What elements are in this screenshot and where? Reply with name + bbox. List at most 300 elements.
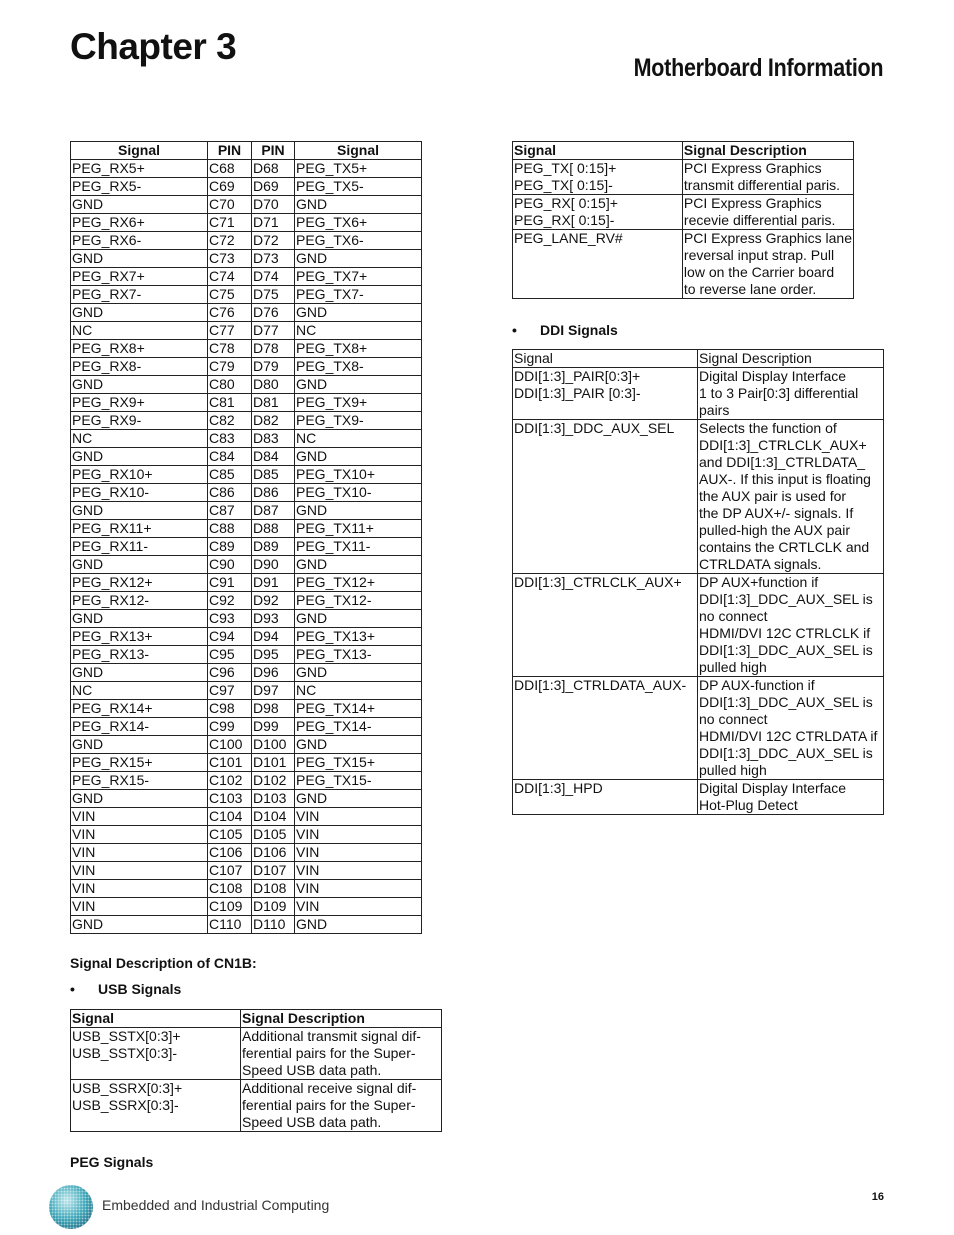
table-row xyxy=(71,304,422,322)
signal-cell: PEG_TX12+ xyxy=(295,574,422,592)
description-line: to reverse lane order. xyxy=(683,281,817,297)
signal-cell: PEG_TX6+ xyxy=(295,214,422,232)
signal-cell: PEG_RX8+ xyxy=(71,340,208,358)
signal-cell: GND xyxy=(71,304,208,322)
pin-cell: D100 xyxy=(252,736,295,754)
pin-cell: D105 xyxy=(252,826,295,844)
description-line: DDI[1:3]_DDC_AUX_SEL is xyxy=(699,642,873,658)
table-row xyxy=(71,880,422,898)
description-line: Speed USB data path. xyxy=(242,1062,382,1078)
signal-cell: PEG_TX10- xyxy=(295,484,422,502)
signal-cell: GND xyxy=(71,790,208,808)
pin-cell: D93 xyxy=(252,610,295,628)
table-row xyxy=(71,862,422,880)
table-row xyxy=(71,160,422,178)
description-line: reversal input strap. Pull xyxy=(683,247,835,263)
column-header: Signal xyxy=(295,142,422,160)
signal-cell: VIN xyxy=(295,808,422,826)
signal-cell: GND xyxy=(71,916,208,934)
signal-cell: PEG_RX15+ xyxy=(71,754,208,772)
description-line: Speed USB data path. xyxy=(242,1114,382,1130)
signal-cell: GND xyxy=(71,610,208,628)
pin-cell: D107 xyxy=(252,862,295,880)
signal-cell xyxy=(513,368,698,420)
signal-cell: VIN xyxy=(295,880,422,898)
table-row xyxy=(71,826,422,844)
pin-cell: D75 xyxy=(252,286,295,304)
description-line: pairs xyxy=(699,402,730,418)
pin-cell: D110 xyxy=(252,916,295,934)
description-line: the AUX pair is used for xyxy=(699,488,847,504)
pin-cell: D69 xyxy=(252,178,295,196)
signal-cell: PEG_TX9- xyxy=(295,412,422,430)
table-row xyxy=(71,664,422,682)
signal-cell: PEG_RX9- xyxy=(71,412,208,430)
description-cell xyxy=(698,420,884,574)
pin-cell: D80 xyxy=(252,376,295,394)
table-row xyxy=(71,520,422,538)
signal-cell: PEG_RX14- xyxy=(71,718,208,736)
table-row xyxy=(71,502,422,520)
pin-cell: C83 xyxy=(208,430,252,448)
pin-cell: C82 xyxy=(208,412,252,430)
signal-cell: GND xyxy=(295,502,422,520)
signal-cell xyxy=(513,230,683,299)
signal-cell: GND xyxy=(295,790,422,808)
column-header: Signal xyxy=(71,1010,241,1028)
pin-cell: D101 xyxy=(252,754,295,772)
pin-cell: D87 xyxy=(252,502,295,520)
table-row xyxy=(71,268,422,286)
signal-cell xyxy=(513,160,683,195)
signal-cell: GND xyxy=(295,916,422,934)
ddi-heading: DDI Signals xyxy=(540,322,618,338)
signal-line: USB_SSTX[0:3]- xyxy=(72,1045,178,1061)
description-cell xyxy=(241,1080,442,1132)
pin-cell: D106 xyxy=(252,844,295,862)
table-row xyxy=(71,646,422,664)
signal-cell: GND xyxy=(71,376,208,394)
pin-cell: D96 xyxy=(252,664,295,682)
description-line: PCI Express Graphics lane xyxy=(683,230,852,246)
pin-cell: D91 xyxy=(252,574,295,592)
signal-cell: GND xyxy=(295,250,422,268)
table-row xyxy=(71,196,422,214)
table-row xyxy=(71,718,422,736)
description-line: DP AUX+function if xyxy=(699,574,819,590)
column-header: PIN xyxy=(252,142,295,160)
table-row xyxy=(513,420,884,574)
signal-line: USB_SSTX[0:3]+ xyxy=(72,1028,181,1044)
pin-cell: C108 xyxy=(208,880,252,898)
description-line: no connect xyxy=(699,711,768,727)
table-row xyxy=(71,250,422,268)
pin-cell: C104 xyxy=(208,808,252,826)
signal-cell: GND xyxy=(295,376,422,394)
usb-table-header xyxy=(71,1010,442,1028)
pin-cell: D81 xyxy=(252,394,295,412)
table-row xyxy=(71,466,422,484)
pin-cell: C110 xyxy=(208,916,252,934)
pin-cell: D97 xyxy=(252,682,295,700)
company-logo-icon xyxy=(48,1184,94,1230)
pin-cell: D86 xyxy=(252,484,295,502)
usb-heading: USB Signals xyxy=(98,981,182,997)
signal-cell: VIN xyxy=(71,808,208,826)
table-row xyxy=(71,214,422,232)
description-cell xyxy=(682,195,853,230)
signal-cell: GND xyxy=(71,736,208,754)
signal-cell: NC xyxy=(295,430,422,448)
signal-cell: VIN xyxy=(71,862,208,880)
signal-cell: PEG_TX10+ xyxy=(295,466,422,484)
description-line: and DDI[1:3]_CTRLDATA_ xyxy=(699,454,865,470)
ddi-table xyxy=(512,349,884,815)
description-line: pulled high xyxy=(699,762,767,778)
peg-description-header xyxy=(513,142,854,160)
pin-cell: C74 xyxy=(208,268,252,286)
pin-cell: C93 xyxy=(208,610,252,628)
table-row xyxy=(71,772,422,790)
signal-cell xyxy=(513,677,698,780)
description-line: PCI Express Graphics xyxy=(683,195,822,211)
pin-cell: C103 xyxy=(208,790,252,808)
signal-cell: GND xyxy=(71,664,208,682)
signal-cell xyxy=(513,195,683,230)
pin-cell: C105 xyxy=(208,826,252,844)
ddi-table-body xyxy=(513,368,884,815)
pin-table xyxy=(70,141,422,934)
pin-cell: C92 xyxy=(208,592,252,610)
signal-line: PEG_TX[ 0:15]- xyxy=(514,177,613,193)
table-row xyxy=(513,780,884,815)
table-row xyxy=(71,682,422,700)
signal-cell: PEG_RX7+ xyxy=(71,268,208,286)
signal-cell: PEG_RX6- xyxy=(71,232,208,250)
signal-cell: NC xyxy=(295,322,422,340)
signal-cell: GND xyxy=(295,664,422,682)
table-row xyxy=(71,484,422,502)
signal-cell: VIN xyxy=(295,826,422,844)
description-line: Digital Display Interface xyxy=(699,780,847,796)
usb-table xyxy=(70,1009,442,1132)
description-line: CTRLDATA signals. xyxy=(699,556,822,572)
pin-cell: C99 xyxy=(208,718,252,736)
signal-cell: PEG_TX5- xyxy=(295,178,422,196)
pin-cell: C95 xyxy=(208,646,252,664)
table-row xyxy=(71,898,422,916)
table-row xyxy=(71,340,422,358)
signal-cell: NC xyxy=(71,430,208,448)
signal-cell: PEG_TX7+ xyxy=(295,268,422,286)
pin-cell: C89 xyxy=(208,538,252,556)
signal-cell: PEG_RX11+ xyxy=(71,520,208,538)
pin-cell: C80 xyxy=(208,376,252,394)
signal-cell: GND xyxy=(295,556,422,574)
signal-cell: GND xyxy=(71,250,208,268)
table-row xyxy=(71,916,422,934)
description-line: pulled-high the AUX pair xyxy=(699,522,850,538)
pin-cell: D95 xyxy=(252,646,295,664)
signal-cell: VIN xyxy=(295,862,422,880)
signal-line: USB_SSRX[0:3]+ xyxy=(72,1080,183,1096)
table-row xyxy=(71,592,422,610)
pin-cell: D78 xyxy=(252,340,295,358)
signal-line: DDI[1:3]_DDC_AUX_SEL xyxy=(514,420,675,436)
signal-line: PEG_LANE_RV# xyxy=(514,230,623,246)
table-row xyxy=(71,610,422,628)
description-line: Additional receive signal dif- xyxy=(242,1080,417,1096)
table-row xyxy=(71,376,422,394)
signal-cell: PEG_RX9+ xyxy=(71,394,208,412)
description-line: ferential pairs for the Super- xyxy=(242,1097,416,1113)
pin-cell: D82 xyxy=(252,412,295,430)
table-row xyxy=(71,736,422,754)
signal-line: USB_SSRX[0:3]- xyxy=(72,1097,179,1113)
column-header: Signal xyxy=(513,350,698,368)
signal-cell: PEG_RX12+ xyxy=(71,574,208,592)
pin-cell: C77 xyxy=(208,322,252,340)
pin-cell: C87 xyxy=(208,502,252,520)
description-line: transmit differential paris. xyxy=(683,177,841,193)
description-line: HDMI/DVI 12C CTRLCLK if xyxy=(699,625,871,641)
signal-line: PEG_TX[ 0:15]+ xyxy=(514,160,617,176)
table-row xyxy=(513,574,884,677)
pin-cell: C102 xyxy=(208,772,252,790)
signal-line: DDI[1:3]_PAIR[0:3]+ xyxy=(514,368,641,384)
pin-cell: D90 xyxy=(252,556,295,574)
pin-cell: C71 xyxy=(208,214,252,232)
signal-cell: NC xyxy=(71,322,208,340)
column-header: Signal Description xyxy=(241,1010,442,1028)
pin-cell: C96 xyxy=(208,664,252,682)
usb-bullet: • USB Signals xyxy=(70,981,182,997)
table-row xyxy=(71,538,422,556)
page-number: 16 xyxy=(871,1191,884,1203)
description-cell xyxy=(682,160,853,195)
column-header: PIN xyxy=(208,142,252,160)
pin-cell: D85 xyxy=(252,466,295,484)
signal-cell xyxy=(513,420,698,574)
description-line: ferential pairs for the Super- xyxy=(242,1045,416,1061)
column-header: Signal xyxy=(513,142,683,160)
signal-cell xyxy=(513,574,698,677)
signal-cell: GND xyxy=(295,304,422,322)
table-row xyxy=(71,700,422,718)
signal-cell: PEG_RX7- xyxy=(71,286,208,304)
peg-description-table xyxy=(512,141,854,299)
signal-line: PEG_RX[ 0:15]- xyxy=(514,212,615,228)
pin-cell: C86 xyxy=(208,484,252,502)
description-cell xyxy=(241,1028,442,1080)
description-line: Digital Display Interface xyxy=(699,368,847,384)
pin-cell: D109 xyxy=(252,898,295,916)
pin-cell: D104 xyxy=(252,808,295,826)
pin-cell: D68 xyxy=(252,160,295,178)
description-line: DDI[1:3]_DDC_AUX_SEL is xyxy=(699,745,873,761)
signal-cell: PEG_TX8- xyxy=(295,358,422,376)
pin-cell: C84 xyxy=(208,448,252,466)
pin-cell: D72 xyxy=(252,232,295,250)
table-row xyxy=(71,556,422,574)
description-line: no connect xyxy=(699,608,768,624)
pin-cell: C75 xyxy=(208,286,252,304)
pin-cell: D92 xyxy=(252,592,295,610)
table-row xyxy=(71,430,422,448)
signal-cell: GND xyxy=(295,736,422,754)
table-row xyxy=(71,628,422,646)
pin-cell: C81 xyxy=(208,394,252,412)
signal-line: DDI[1:3]_CTRLDATA_AUX- xyxy=(514,677,687,693)
signal-cell: GND xyxy=(295,610,422,628)
signal-cell: PEG_TX7- xyxy=(295,286,422,304)
pin-cell: D84 xyxy=(252,448,295,466)
description-line: DP AUX-function if xyxy=(699,677,815,693)
description-cell xyxy=(698,574,884,677)
signal-cell: PEG_TX6- xyxy=(295,232,422,250)
signal-cell: PEG_TX11+ xyxy=(295,520,422,538)
description-line: DDI[1:3]_CTRLCLK_AUX+ xyxy=(699,437,867,453)
signal-cell: PEG_RX10- xyxy=(71,484,208,502)
description-line: DDI[1:3]_DDC_AUX_SEL is xyxy=(699,591,873,607)
description-line: low on the Carrier board xyxy=(683,264,835,280)
signal-cell: PEG_RX14+ xyxy=(71,700,208,718)
pin-cell: D102 xyxy=(252,772,295,790)
signal-cell xyxy=(71,1080,241,1132)
description-line: AUX-. If this input is floating xyxy=(699,471,871,487)
pin-cell: C101 xyxy=(208,754,252,772)
table-row xyxy=(71,412,422,430)
signal-cell xyxy=(513,780,698,815)
pin-cell: C70 xyxy=(208,196,252,214)
usb-table-body xyxy=(71,1028,442,1132)
pin-cell: C88 xyxy=(208,520,252,538)
table-row xyxy=(71,574,422,592)
pin-cell: C85 xyxy=(208,466,252,484)
table-row xyxy=(513,677,884,780)
signal-cell: PEG_TX5+ xyxy=(295,160,422,178)
pin-cell: D79 xyxy=(252,358,295,376)
signal-cell: VIN xyxy=(71,844,208,862)
description-line: recevie differential paris. xyxy=(683,212,836,228)
signal-cell: PEG_TX8+ xyxy=(295,340,422,358)
description-cell xyxy=(682,230,853,299)
table-row xyxy=(71,1028,442,1080)
column-header: Signal Description xyxy=(698,350,884,368)
column-header: Signal xyxy=(71,142,208,160)
description-cell xyxy=(698,677,884,780)
signal-cell: PEG_TX14+ xyxy=(295,700,422,718)
pin-cell: D108 xyxy=(252,880,295,898)
signal-cell: GND xyxy=(71,196,208,214)
signal-cell: PEG_TX13- xyxy=(295,646,422,664)
pin-cell: C78 xyxy=(208,340,252,358)
table-row xyxy=(71,448,422,466)
description-line: pulled high xyxy=(699,659,767,675)
description-cell xyxy=(698,780,884,815)
signal-cell: PEG_RX5- xyxy=(71,178,208,196)
pin-cell: C73 xyxy=(208,250,252,268)
table-row xyxy=(71,286,422,304)
description-line: contains the CRTLCLK and xyxy=(699,539,870,555)
signal-cell: PEG_RX5+ xyxy=(71,160,208,178)
signal-cell: VIN xyxy=(71,826,208,844)
signal-cell: VIN xyxy=(295,898,422,916)
pin-cell: C76 xyxy=(208,304,252,322)
pin-table-header xyxy=(71,142,422,160)
pin-cell: D103 xyxy=(252,790,295,808)
pin-cell: C106 xyxy=(208,844,252,862)
signal-cell: PEG_RX13- xyxy=(71,646,208,664)
signal-line: DDI[1:3]_HPD xyxy=(514,780,603,796)
signal-cell: GND xyxy=(295,196,422,214)
pin-cell: D70 xyxy=(252,196,295,214)
pin-cell: C91 xyxy=(208,574,252,592)
pin-cell: C98 xyxy=(208,700,252,718)
pin-cell: C69 xyxy=(208,178,252,196)
signal-cell: VIN xyxy=(295,844,422,862)
table-row xyxy=(71,1080,442,1132)
pin-cell: D89 xyxy=(252,538,295,556)
description-cell xyxy=(698,368,884,420)
pin-cell: C94 xyxy=(208,628,252,646)
peg-description-body xyxy=(513,160,854,299)
signal-cell: VIN xyxy=(71,898,208,916)
signal-cell: PEG_TX14- xyxy=(295,718,422,736)
chapter-title: Chapter 3 xyxy=(70,26,237,67)
signal-cell: PEG_TX15+ xyxy=(295,754,422,772)
table-row xyxy=(71,790,422,808)
signal-cell: PEG_TX11- xyxy=(295,538,422,556)
pin-cell: D99 xyxy=(252,718,295,736)
signal-cell: PEG_TX9+ xyxy=(295,394,422,412)
pin-cell: C72 xyxy=(208,232,252,250)
description-line: PCI Express Graphics xyxy=(683,160,822,176)
pin-cell: C109 xyxy=(208,898,252,916)
pin-cell: D83 xyxy=(252,430,295,448)
description-line: 1 to 3 Pair[0:3] differential xyxy=(699,385,859,401)
pin-cell: D94 xyxy=(252,628,295,646)
description-line: DDI[1:3]_DDC_AUX_SEL is xyxy=(699,694,873,710)
pin-table-body xyxy=(71,160,422,934)
signal-line: DDI[1:3]_CTRLCLK_AUX+ xyxy=(514,574,682,590)
pin-cell: D98 xyxy=(252,700,295,718)
signal-cell xyxy=(71,1028,241,1080)
footer-company: Embedded and Industrial Computing xyxy=(102,1197,330,1213)
table-row xyxy=(71,844,422,862)
signal-cell: PEG_RX8- xyxy=(71,358,208,376)
signal-cell: PEG_RX6+ xyxy=(71,214,208,232)
table-row xyxy=(71,808,422,826)
signal-cell: PEG_RX12- xyxy=(71,592,208,610)
pin-cell: D74 xyxy=(252,268,295,286)
pin-cell: C107 xyxy=(208,862,252,880)
table-row xyxy=(71,358,422,376)
signal-cell: PEG_RX15- xyxy=(71,772,208,790)
signal-cell: GND xyxy=(295,448,422,466)
description-line: HDMI/DVI 12C CTRLDATA if xyxy=(699,728,878,744)
table-row xyxy=(513,195,854,230)
signal-cell: PEG_TX13+ xyxy=(295,628,422,646)
table-row xyxy=(71,232,422,250)
description-line: Additional transmit signal dif- xyxy=(242,1028,421,1044)
pin-cell: D76 xyxy=(252,304,295,322)
pin-cell: D71 xyxy=(252,214,295,232)
description-line: the DP AUX+/- signals. If xyxy=(699,505,854,521)
pin-cell: D77 xyxy=(252,322,295,340)
signal-cell: VIN xyxy=(71,880,208,898)
ddi-table-header xyxy=(513,350,884,368)
